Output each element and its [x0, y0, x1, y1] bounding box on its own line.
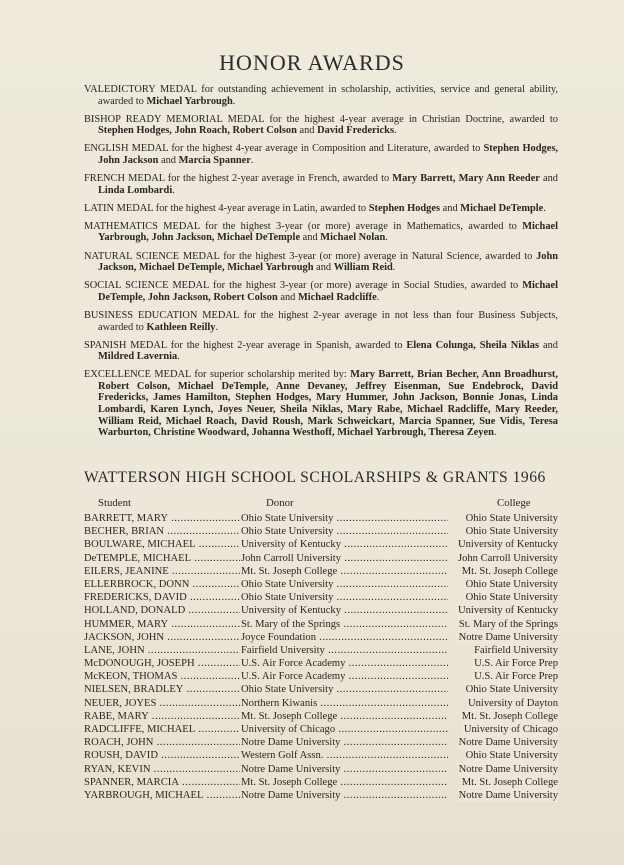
award-name: NATURAL SCIENCE MEDAL	[84, 250, 220, 262]
donor-name	[241, 565, 448, 578]
college-name: Notre Dame University	[458, 737, 558, 749]
award-item	[84, 340, 558, 363]
college-name: Mt. St. Joseph College	[461, 710, 558, 722]
award-period: .	[376, 291, 380, 303]
award-item	[84, 173, 558, 196]
table-row	[84, 697, 558, 710]
student-name-text: HUMMER, MARY	[84, 618, 169, 630]
college-name: Ohio State University	[465, 578, 558, 590]
award-period: .	[250, 154, 254, 166]
dot-leader	[341, 539, 448, 550]
dot-leader	[177, 671, 240, 682]
award-recipients-last: William Reid	[333, 262, 393, 274]
donor-name-text: St. Mary of the Springs	[241, 618, 341, 630]
college-name: Mt. St. Joseph College	[461, 776, 558, 788]
award-item	[84, 369, 558, 439]
college-name: U.S. Air Force Prep	[474, 671, 558, 683]
dot-leader	[195, 724, 240, 735]
table-row	[84, 670, 558, 683]
donor-name	[241, 538, 448, 551]
donor-name	[241, 670, 448, 683]
award-recipients: Kathleen Reilly	[146, 321, 216, 333]
dot-leader	[169, 566, 240, 577]
college-name: Ohio State University	[465, 592, 558, 604]
table-row	[84, 552, 558, 565]
dot-leader	[337, 566, 448, 577]
award-name: SPANISH MEDAL	[84, 339, 167, 351]
table-row	[84, 776, 558, 789]
dot-leader	[337, 711, 448, 722]
donor-name-text: Mt. St. Joseph College	[241, 565, 338, 577]
award-recipients: Michael DeTemple, John Jackson, Robert Colson	[98, 280, 558, 303]
award-period: .	[394, 125, 397, 137]
dot-leader	[189, 579, 240, 590]
college-name: Fairfield University	[474, 644, 558, 656]
dot-leader	[333, 592, 448, 603]
award-name: ENGLISH MEDAL	[84, 143, 169, 155]
award-item	[84, 143, 558, 166]
award-name: BISHOP READY MEMORIAL MEDAL	[84, 113, 265, 125]
table-row	[84, 789, 558, 802]
donor-name-text: Northern Kiwanis	[241, 697, 318, 709]
college-name: Notre Dame University	[458, 631, 558, 643]
scholarship-table	[84, 512, 558, 802]
donor-name-text: Fairfield University	[241, 644, 325, 656]
dot-leader	[158, 750, 240, 761]
student-name-text: YARBROUGH, MICHAEL	[84, 789, 204, 801]
donor-name-text: Ohio State University	[241, 684, 334, 696]
table-row	[84, 723, 558, 736]
donor-name-text: Notre Dame University	[241, 737, 341, 749]
dot-leader	[195, 658, 240, 669]
award-description: for superior scholarship merited by:	[194, 369, 347, 381]
student-column-header: Student	[98, 497, 131, 509]
dot-leader	[333, 684, 448, 695]
donor-name-text: University of Kentucky	[241, 605, 342, 617]
college-name: U.S. Air Force Prep	[474, 658, 558, 670]
table-row	[84, 565, 558, 578]
dot-leader	[341, 605, 448, 616]
student-name	[84, 565, 240, 578]
award-conjunction: and	[299, 125, 315, 137]
dot-leader	[153, 737, 240, 748]
donor-name	[241, 591, 448, 604]
award-name: BUSINESS EDUCATION MEDAL	[84, 309, 239, 321]
student-name-text: FREDERICKS, DAVID	[84, 592, 187, 604]
award-item	[84, 84, 558, 107]
donor-name	[241, 763, 448, 776]
student-name	[84, 644, 240, 657]
award-recipients: Michael Yarbrough, John Jackson, Michael DeTemple	[98, 220, 559, 244]
award-name: VALEDICTORY MEDAL	[84, 84, 197, 95]
table-row	[84, 525, 558, 538]
award-description: for the highest 2-year average in Spanish, awarded to	[170, 339, 403, 351]
award-description: for the highest 2-year average in French, awarded to	[167, 173, 390, 185]
dot-leader	[191, 553, 240, 564]
dot-leader	[145, 645, 240, 656]
award-recipients-last: Mildred Lavernia	[98, 351, 178, 363]
award-conjunction: and	[442, 202, 458, 214]
award-recipients-last: Linda Lombardi	[98, 184, 173, 196]
donor-column-header: Donor	[266, 497, 294, 509]
dot-leader	[179, 777, 240, 788]
donor-name-text: John Carroll University	[241, 552, 342, 564]
student-name	[84, 538, 240, 551]
student-name-text: ROUSH, DAVID	[84, 750, 158, 762]
college-column-header: College	[497, 497, 531, 509]
award-name: LATIN MEDAL	[84, 202, 154, 214]
college-name: University of Dayton	[467, 697, 558, 709]
dot-leader	[196, 539, 240, 550]
award-recipients: John Jackson, Michael DeTemple, Michael Yarbrough	[98, 250, 559, 274]
donor-name	[241, 644, 448, 657]
student-name	[84, 618, 240, 631]
student-name-text: NEUER, JOYES	[84, 697, 157, 709]
student-name	[84, 591, 240, 604]
award-period: .	[232, 95, 236, 107]
student-name	[84, 604, 240, 617]
table-row	[84, 631, 558, 644]
college-name: Ohio State University	[465, 513, 558, 524]
dot-leader	[183, 684, 240, 695]
award-item	[84, 203, 558, 215]
donor-name	[241, 512, 448, 525]
award-item	[84, 310, 558, 333]
donor-name	[241, 697, 448, 710]
award-description: for the highest 3-year (or more) average in Social Studies, awarded to	[213, 280, 519, 292]
award-name: FRENCH MEDAL	[84, 173, 165, 185]
student-name	[84, 697, 240, 710]
student-name	[84, 670, 240, 683]
donor-name	[241, 618, 448, 631]
award-period: .	[215, 321, 219, 333]
award-recipients: Elena Colunga, Sheila Niklas	[406, 339, 540, 351]
donor-name-text: University of Kentucky	[241, 539, 342, 551]
dot-leader	[340, 619, 448, 630]
donor-name	[241, 789, 448, 802]
donor-name	[241, 657, 448, 670]
award-item	[84, 221, 558, 244]
donor-name	[241, 552, 448, 565]
table-row	[84, 604, 558, 617]
donor-name-text: Mt. St. Joseph College	[241, 776, 338, 788]
award-recipients: Michael Yarbrough	[146, 95, 233, 107]
award-period: .	[385, 232, 388, 244]
student-name-text: EILERS, JEANINE	[84, 565, 169, 577]
dot-leader	[316, 632, 448, 643]
college-name: Mt. St. Joseph College	[461, 565, 558, 577]
award-period: .	[493, 427, 497, 439]
student-name	[84, 552, 240, 565]
donor-name-text: Ohio State University	[241, 592, 334, 604]
donor-name	[241, 604, 448, 617]
donor-name	[241, 749, 448, 762]
award-recipients-last: Michael Nolan	[320, 232, 386, 244]
donor-name	[241, 525, 448, 538]
college-name: Ohio State University	[465, 750, 558, 762]
donor-name-text: U.S. Air Force Academy	[241, 671, 346, 683]
student-name-text: JACKSON, JOHN	[84, 631, 165, 643]
award-recipients-last: David Fredericks	[317, 125, 394, 137]
award-name: SOCIAL SCIENCE MEDAL	[84, 280, 210, 292]
donor-name	[241, 736, 448, 749]
student-name-text: McDONOUGH, JOSEPH	[84, 658, 195, 670]
award-description: for the highest 3-year (or more) average in Natural Science, awarded to	[223, 250, 533, 262]
dot-leader	[151, 764, 240, 775]
dot-leader	[185, 605, 240, 616]
table-row	[84, 763, 558, 776]
donor-name-text: U.S. Air Force Academy	[241, 658, 346, 670]
dot-leader	[323, 750, 448, 761]
student-name	[84, 723, 240, 736]
donor-name-text: Notre Dame University	[241, 763, 341, 775]
student-name	[84, 683, 240, 696]
dot-leader	[340, 790, 448, 801]
college-name: University of Chicago	[463, 724, 558, 735]
award-description: for the highest 4-year average in Latin, awarded to	[155, 202, 367, 214]
student-name-text: BECHER, BRIAN	[84, 526, 165, 538]
scholarship-table-header	[84, 497, 558, 511]
student-name	[84, 710, 240, 723]
student-name	[84, 578, 240, 591]
donor-name-text: Ohio State University	[241, 513, 334, 524]
award-name: MATHEMATICS MEDAL	[84, 220, 200, 232]
donor-name-text: Ohio State University	[241, 526, 334, 538]
table-row	[84, 644, 558, 657]
scholarships-title: WATTERSON HIGH SCHOOL SCHOLARSHIPS & GRANTS 1966	[84, 469, 546, 486]
donor-name	[241, 631, 448, 644]
student-name-text: ROACH, JOHN	[84, 737, 154, 749]
dot-leader	[325, 645, 448, 656]
award-period: .	[177, 351, 180, 363]
student-name	[84, 749, 240, 762]
student-name-text: RABE, MARY	[84, 710, 149, 722]
award-description: for the highest 3-year (or more) average in Mathematics, awarded to	[205, 220, 517, 232]
award-recipients-last: Marcia Spanner	[178, 154, 251, 166]
award-description: for the highest 4-year average in Christian Doctrine, awarded to	[269, 113, 558, 125]
student-name-text: NIELSEN, BRADLEY	[84, 684, 184, 696]
dot-leader	[341, 553, 448, 564]
donor-name-text: Mt. St. Joseph College	[241, 710, 338, 722]
donor-name-text: Notre Dame University	[241, 789, 341, 801]
award-recipients-last: Michael DeTemple	[460, 202, 544, 214]
award-description: for the highest 4-year average in Composition and Literature, awarded to	[171, 143, 481, 155]
award-conjunction: and	[542, 173, 558, 185]
award-item	[84, 280, 558, 303]
student-name	[84, 789, 240, 802]
student-name	[84, 631, 240, 644]
dot-leader	[168, 513, 240, 524]
dot-leader	[335, 724, 448, 735]
college-name: University of Kentucky	[457, 605, 558, 617]
dot-leader	[340, 737, 448, 748]
table-row	[84, 657, 558, 670]
award-conjunction: and	[280, 291, 296, 303]
dot-leader	[337, 777, 448, 788]
award-period: .	[543, 202, 546, 214]
student-name	[84, 512, 240, 525]
college-name: John Carroll University	[457, 552, 558, 564]
donor-name-text: University of Chicago	[241, 724, 336, 735]
student-name-text: DeTEMPLE, MICHAEL	[84, 552, 192, 564]
award-recipients: Stephen Hodges, John Jackson	[98, 143, 558, 166]
award-name: EXCELLENCE MEDAL	[84, 369, 191, 381]
award-conjunction: and	[302, 232, 318, 244]
award-period: .	[172, 184, 175, 196]
student-name-text: RADCLIFFE, MICHAEL	[84, 724, 196, 735]
student-name	[84, 763, 240, 776]
table-row	[84, 591, 558, 604]
award-description: for the highest 2-year average in not less than four Business Subjects, awarded to	[98, 309, 558, 333]
award-conjunction: and	[316, 262, 332, 274]
dot-leader	[149, 711, 240, 722]
table-row	[84, 578, 558, 591]
dot-leader	[333, 513, 448, 524]
page-title: HONOR AWARDS	[219, 50, 405, 75]
donor-name	[241, 710, 448, 723]
table-row	[84, 749, 558, 762]
award-item	[84, 251, 558, 274]
donor-name	[241, 683, 448, 696]
donor-name	[241, 723, 448, 736]
student-name-text: RYAN, KEVIN	[84, 763, 151, 775]
award-item	[84, 114, 558, 137]
award-period: .	[392, 262, 396, 274]
student-name-text: LANE, JOHN	[84, 644, 145, 656]
college-name: Notre Dame University	[458, 763, 558, 775]
dot-leader	[156, 698, 240, 709]
awards-list	[84, 84, 558, 445]
dot-leader	[168, 619, 240, 630]
dot-leader	[187, 592, 240, 603]
dot-leader	[164, 526, 240, 537]
college-name: St. Mary of the Springs	[458, 618, 558, 630]
table-row	[84, 710, 558, 723]
student-name	[84, 736, 240, 749]
student-name-text: McKEON, THOMAS	[84, 671, 178, 683]
student-name-text: BOULWARE, MICHAEL	[84, 539, 196, 551]
award-conjunction: and	[542, 339, 558, 351]
dot-leader	[333, 526, 448, 537]
student-name-text: BARRETT, MARY	[84, 513, 168, 524]
student-name	[84, 776, 240, 789]
award-recipients: Mary Barrett, Mary Ann Reeder	[392, 173, 540, 185]
college-name: Ohio State University	[465, 684, 558, 696]
dot-leader	[317, 698, 448, 709]
table-row	[84, 512, 558, 525]
table-row	[84, 683, 558, 696]
donor-name	[241, 578, 448, 591]
student-name-text: SPANNER, MARCIA	[84, 776, 179, 788]
table-row	[84, 538, 558, 551]
award-recipients-last: Michael Radcliffe	[297, 291, 377, 303]
student-name-text: ELLERBROCK, DONN	[84, 578, 190, 590]
table-row	[84, 736, 558, 749]
donor-name-text: Western Golf Assn.	[241, 750, 324, 762]
award-recipients: Stephen Hodges, John Roach, Robert Colson	[98, 125, 297, 137]
award-description: for outstanding achievement in scholarship, activities, service and general ability, awarded to	[98, 84, 558, 107]
table-row	[84, 618, 558, 631]
dot-leader	[345, 658, 448, 669]
dot-leader	[345, 671, 448, 682]
dot-leader	[203, 790, 240, 801]
dot-leader	[333, 579, 448, 590]
donor-name-text: Ohio State University	[241, 578, 334, 590]
award-recipients: Stephen Hodges	[368, 202, 441, 214]
student-name	[84, 657, 240, 670]
student-name	[84, 525, 240, 538]
college-name: Notre Dame University	[458, 789, 558, 801]
donor-name	[241, 776, 448, 789]
dot-leader	[164, 632, 240, 643]
award-conjunction: and	[160, 154, 176, 166]
donor-name-text: Joyce Foundation	[241, 631, 317, 643]
award-recipients: Mary Barrett, Brian Becher, Ann Broadhurst, Robert Colson, Michael DeTemple, Anne Devaney, Jeffrey Eisenman, Sue Endebrock, David Fredericks, James Hamilton, Stephen Hodges, Mary Hummer, John Jackson, Bonnie Jonas, Linda Lombardi, Karen Lynch, Joyes Neuer, Sheila Niklas, Mary Rabe, Michael Radcliffe, Mary Reeder, William Reid, Michael Roach, David Roush, Mark Schweickart, Marcia Spanner, Sue Vidis, Teresa Warburton, Christine Woodward, Johanna Westhoff, Michael Yarbrough, Theresa Zeyen	[98, 369, 558, 439]
student-name-text: HOLLAND, DONALD	[84, 605, 186, 617]
dot-leader	[340, 764, 448, 775]
college-name: University of Kentucky	[457, 539, 558, 551]
college-name: Ohio State University	[465, 526, 558, 538]
